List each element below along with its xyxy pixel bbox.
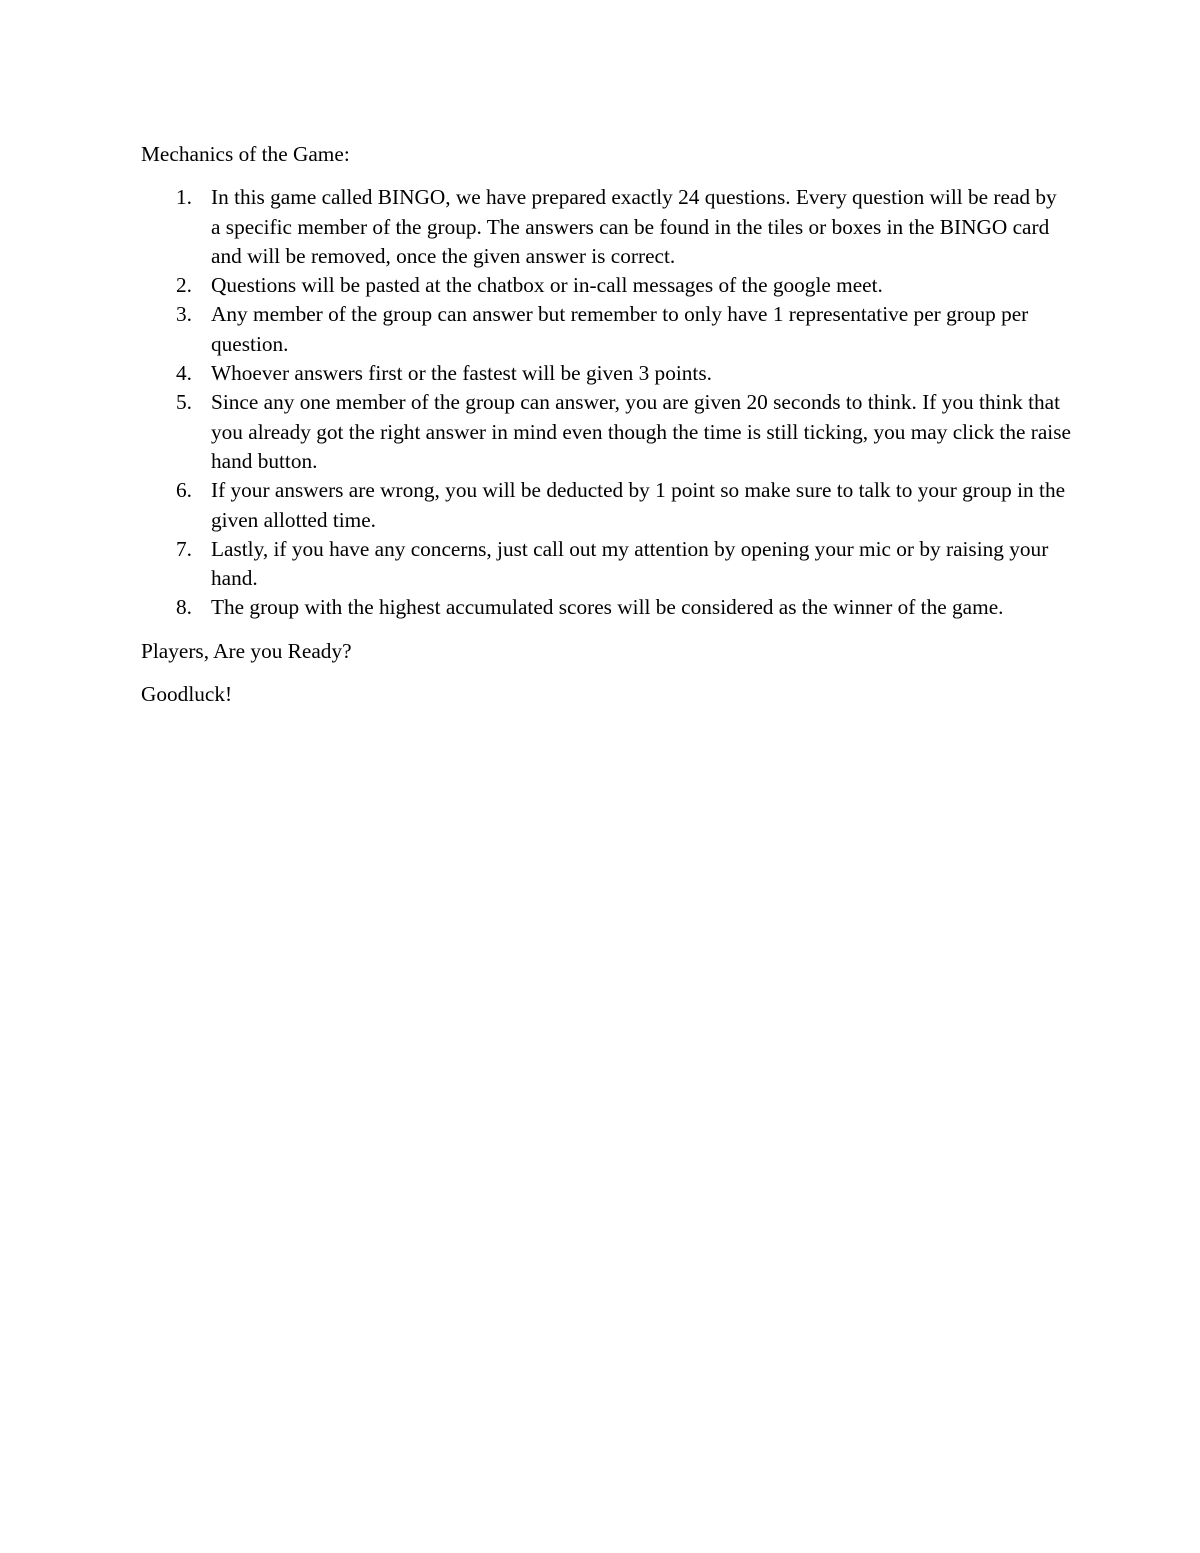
rule-number: 2. — [176, 273, 192, 298]
rule-item — [141, 300, 1071, 359]
rule-number: 1. — [176, 185, 192, 210]
rule-text: If your answers are wrong, you will be deducted by 1 point so make sure to talk to your group in the given allotted time. — [211, 478, 1066, 532]
rule-item — [141, 271, 1071, 300]
rule-text: In this game called BINGO, we have prepared exactly 24 questions. Every question will be read by a specific member of the group. The answers can be found in the tiles or boxes in the BINGO card and will be removed, once the given answer is correct. — [211, 185, 1057, 268]
rule-text: The group with the highest accumulated scores will be considered as the winner of the game. — [211, 595, 1004, 620]
document-heading: Mechanics of the Game: — [141, 142, 350, 166]
rule-item — [141, 593, 1071, 622]
rule-item — [141, 359, 1071, 388]
closing-wish: Goodluck! — [141, 682, 233, 707]
rule-text: Questions will be pasted at the chatbox or in-call messages of the google meet. — [211, 273, 883, 298]
rule-item — [141, 535, 1071, 594]
rule-item — [141, 476, 1071, 535]
rule-number: 7. — [176, 536, 192, 561]
document-body — [141, 140, 1071, 723]
rule-item — [141, 388, 1071, 476]
rule-text: Since any one member of the group can answer, you are given 20 seconds to think. If you think that you already got the right answer in mind even though the time is still ticking, you may click the raise hand button. — [211, 390, 1071, 473]
rule-number: 5. — [176, 390, 192, 415]
rule-text: Lastly, if you have any concerns, just call out my attention by opening your mic or by raising your hand. — [211, 536, 1049, 591]
rule-number: 6. — [176, 478, 192, 503]
rule-item — [141, 183, 1071, 271]
rule-number: 4. — [176, 361, 192, 386]
rule-text: Whoever answers first or the fastest will be given 3 points. — [211, 361, 712, 386]
rules-list — [141, 183, 1071, 622]
rule-number: 8. — [176, 595, 192, 620]
rule-number: 3. — [176, 302, 192, 327]
rule-text: Any member of the group can answer but remember to only have 1 representative per group per question. — [211, 302, 1029, 356]
closing-question: Players, Are you Ready? — [141, 638, 352, 663]
